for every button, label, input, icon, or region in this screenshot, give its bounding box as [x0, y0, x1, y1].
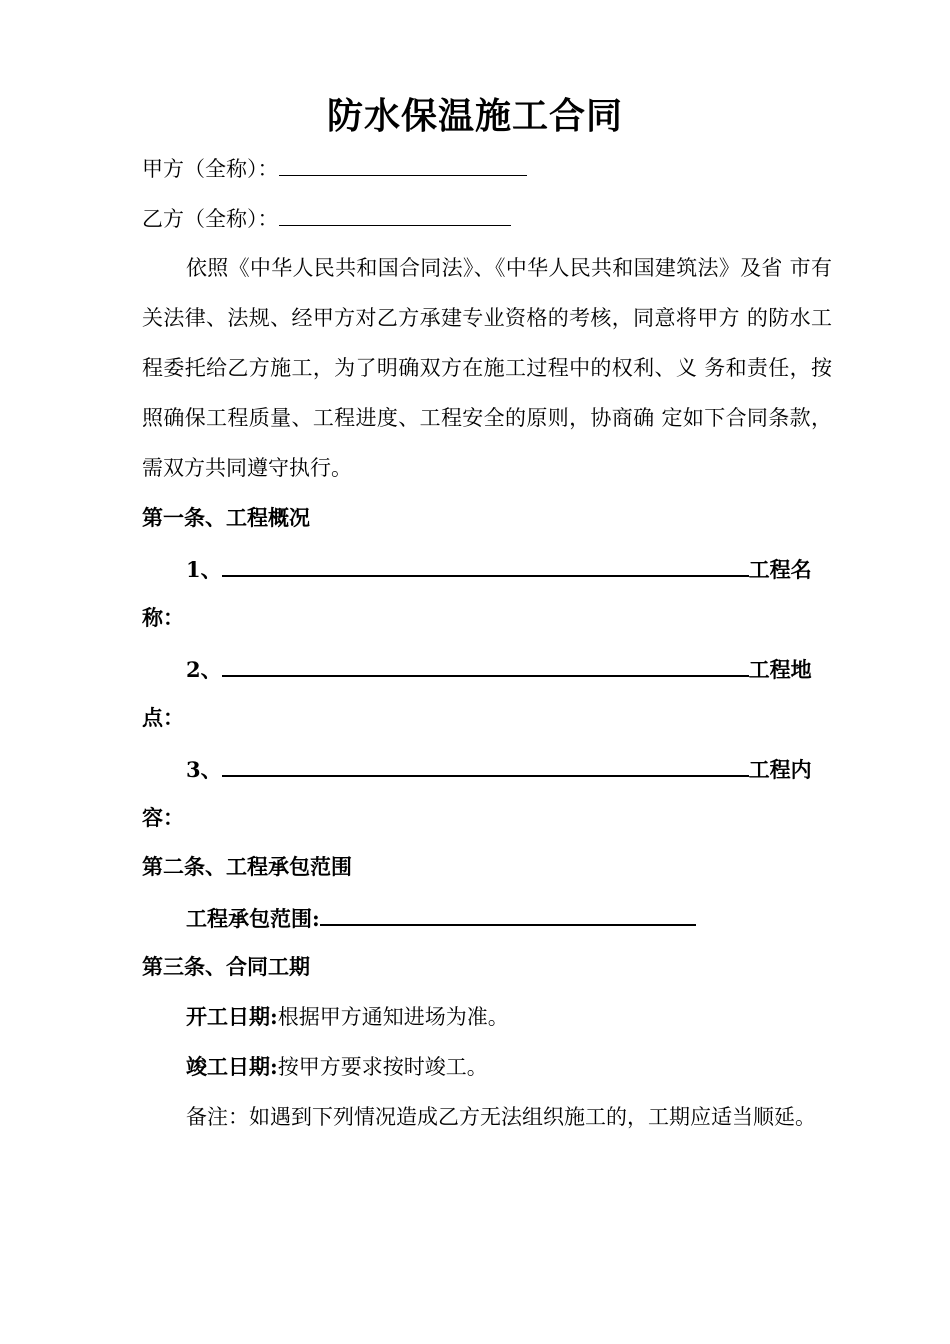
project-content-blank[interactable]	[222, 753, 749, 777]
start-date-text: 根据甲方通知进场为准。	[277, 1005, 509, 1029]
project-name-blank[interactable]	[222, 553, 749, 577]
party-b-line	[142, 203, 511, 234]
note-paragraph: 备注：如遇到下列情况造成乙方无法组织施工的，工期应适当顺延。	[186, 1105, 816, 1129]
party-a-label: 甲方（全称）：	[142, 157, 279, 181]
item-label-wrap: 点：	[142, 705, 184, 730]
article1-heading: 第一条、工程概况	[142, 505, 310, 530]
article2-heading: 第二条、工程承包范围	[142, 854, 352, 879]
item-number: 2、	[186, 657, 222, 682]
item-number: 3、	[186, 757, 222, 782]
article3-heading: 第三条、合同工期	[142, 954, 310, 979]
document-title: 防水保温施工合同	[326, 95, 623, 137]
party-a-blank[interactable]	[279, 153, 527, 176]
article1-item-3	[186, 753, 812, 785]
article1-item-2	[186, 653, 812, 685]
end-date-line	[186, 1052, 488, 1082]
scope-blank[interactable]	[320, 902, 696, 926]
item-label: 工程内	[748, 757, 812, 782]
end-date-label: 竣工日期:	[186, 1054, 278, 1079]
party-b-label: 乙方（全称）：	[142, 207, 279, 231]
scope-label: 工程承包范围:	[186, 906, 320, 931]
project-location-blank[interactable]	[222, 653, 749, 677]
item-label-wrap: 称：	[142, 605, 184, 630]
item-label-wrap: 容：	[142, 805, 184, 830]
item-label: 工程地	[748, 657, 812, 682]
start-date-label: 开工日期:	[186, 1004, 278, 1029]
item-label: 工程名	[748, 557, 812, 582]
item-number: 1、	[186, 557, 222, 582]
intro-paragraph: 依照《中华人民共和国合同法》、《中华人民共和国建筑法》及省 市有关法律、法规、经甲方对乙方承建专业资格的考核，同意将甲方 的防水工程委托给乙方施工，为了明确双方在施工过程中的权利、义 务和责任，按照确保工程质量、工程进度、工程安全的原则，协商确 定如下合同条款，需双方共同遵守执行。	[142, 256, 832, 480]
end-date-text: 按甲方要求按时竣工。	[277, 1055, 488, 1079]
party-a-line	[142, 153, 527, 184]
party-b-blank[interactable]	[279, 203, 511, 226]
article1-item-1	[186, 553, 812, 585]
start-date-line	[186, 1002, 509, 1032]
scope-line	[186, 902, 696, 934]
